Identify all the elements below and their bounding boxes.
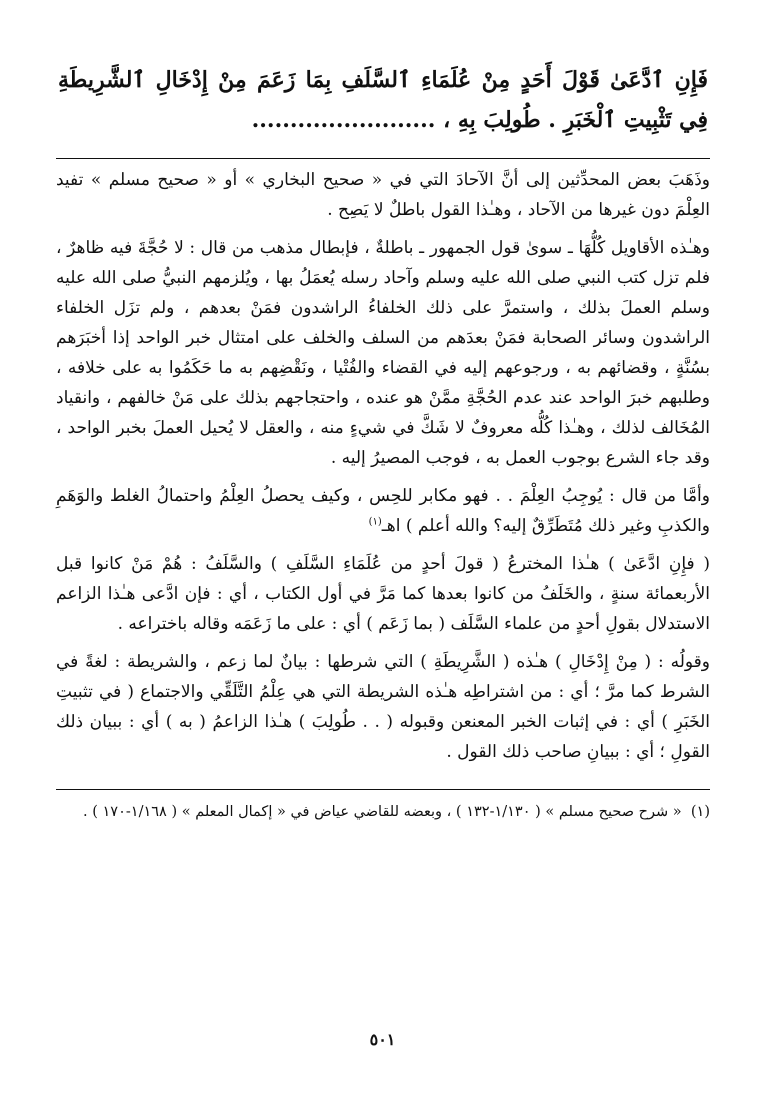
sharh-text (56, 165, 710, 767)
matn-text (56, 60, 710, 140)
matn-divider (56, 158, 710, 159)
page-number: ٥٠١ (369, 1030, 396, 1049)
sharh-paragraph-1: وذَهَبَ بعض المحدِّثين إلى أنَّ الآحادَ التي في « صحيح البخاري » أو « صحيح مسلم » تفيد العِلْمَ دون غيرها من الآحاد ، وهـٰذا القول باطلٌ لا يَصِح . (56, 170, 710, 220)
footnote-ref: (١) (368, 516, 382, 528)
matn-dots: ........................ (251, 107, 436, 133)
sharh-paragraph-3 (56, 481, 710, 541)
matn-line-1: فَإِنِ ٱدَّعَىٰ قَوْلَ أَحَدٍ مِنْ عُلَمَاءِ ٱلسَّلَفِ بِمَا زَعَمَ مِنْ إِدْخَالِ ٱلشَّرِيطَةِ فِي تَثْبِيتِ (58, 67, 708, 133)
sharh-paragraph-3-text: وأمَّا من قال : يُوجِبُ العِلْمَ . . فهو مكابر للحِس ، وكيف يحصلُ العِلْمُ واحتمالُ الغلط والوَهَمِ والكذبِ وغير ذلك مُتَطَرِّقٌ إليه؟ والله أعلم ) اهـ (56, 486, 710, 536)
sharh-paragraph-2: وهـٰذه الأقاويل كُلُّهَا ـ سوىٰ قول الجمهور ـ باطلةٌ ، فإبطال مذهب من قال : لا حُجَّةَ فيه ظاهرٌ ، فلم تزل كتب النبي صلى الله عليه وسلم وآحاد رسله يُعمَلُ بها ، ويُلزمهم النبيُّ صلى الله عليه وسلم العملَ بذلك ، واستمرَّ على ذلك الخلفاءُ الراشدون فمَنْ بعدهم ، ولم تزَل الخلفاء الراشدون وسائر الصحابة فمَنْ بعدَهم من السلف والخلف على امتثال خبر الواحد إذا أخبَرَهم بسُنَّةٍ ، وقضائهم به ، ورجوعهم إليه في القضاء والفُتْيا ، ونَقْضِهم به ما حَكَمُوا به على خلافه ، وطلبهم خبرَ الواحد عند عدم الحُجَّةِ ممَّنْ هو عنده ، واحتجاجهم بذلك على مَنْ خالفهم ، وانقياد المُخَالف لذلك ، وهـٰذا كُلُّه معروفٌ لا شَكَّ في شيءٍ منه ، والعقل لا يُحيل العملَ بخبر الواحد ، وقد جاء الشرع بوجوب العمل به ، فوجب المصيرُ إليه . (56, 238, 710, 468)
sharh-paragraph-4: ( فإِنِ ادَّعَىٰ ) هـٰذا المخترعُ ( قولَ أحدٍ من عُلَمَاءِ السَّلَفِ ) والسَّلَفُ : هُمْ مَنْ كانوا قبل الأربعمائة سنةٍ ، والخَلَفُ من كانوا بعدها كما مَرَّ في أول الكتاب ، أي : فإن ادَّعى هـٰذا الزاعم الاستدلال بقولِ أحدٍ من علماء السَّلَف ( بما زَعَم ) أي : على ما زَعَمَه وقاله باختراعه . (56, 554, 710, 634)
sharh-paragraph-5: وقولُه : ( مِنْ إِدْخَالِ ) هـٰذه ( الشَّرِيطَةِ ) التي شرطها : بيانٌ لما زعم ، والشريطة : لغةً في الشرط كما مرَّ ؛ أي : من اشتراطِه هـٰذه الشريطة التي هي عِلْمُ التَّلَقِّي والاجتماع ( في تثبيتِ الخَبَرِ ) أي : في إثبات الخبر المعنعن وقبوله ( . . طُولِبَ ) هـٰذا الزاعمُ ( به ) أي : ببيان ذلك القولِ ؛ أي : ببيانِ صاحب ذلك القول . (56, 652, 710, 762)
footnote (56, 800, 710, 825)
page-body (56, 60, 710, 825)
footnote-number: (١) (690, 804, 710, 820)
matn-line-2: ٱلْخَبَرِ . طُولِبَ بِهِ ، (443, 107, 617, 133)
footnote-text: « شرح صحيح مسلم » ( ١/١٣٠-١٣٢ ) ، وبعضه للقاضي عياض في « إكمال المعلم » ( ١/١٦٨-١٧٠ ) . (83, 804, 682, 820)
footnote-divider (56, 789, 710, 790)
